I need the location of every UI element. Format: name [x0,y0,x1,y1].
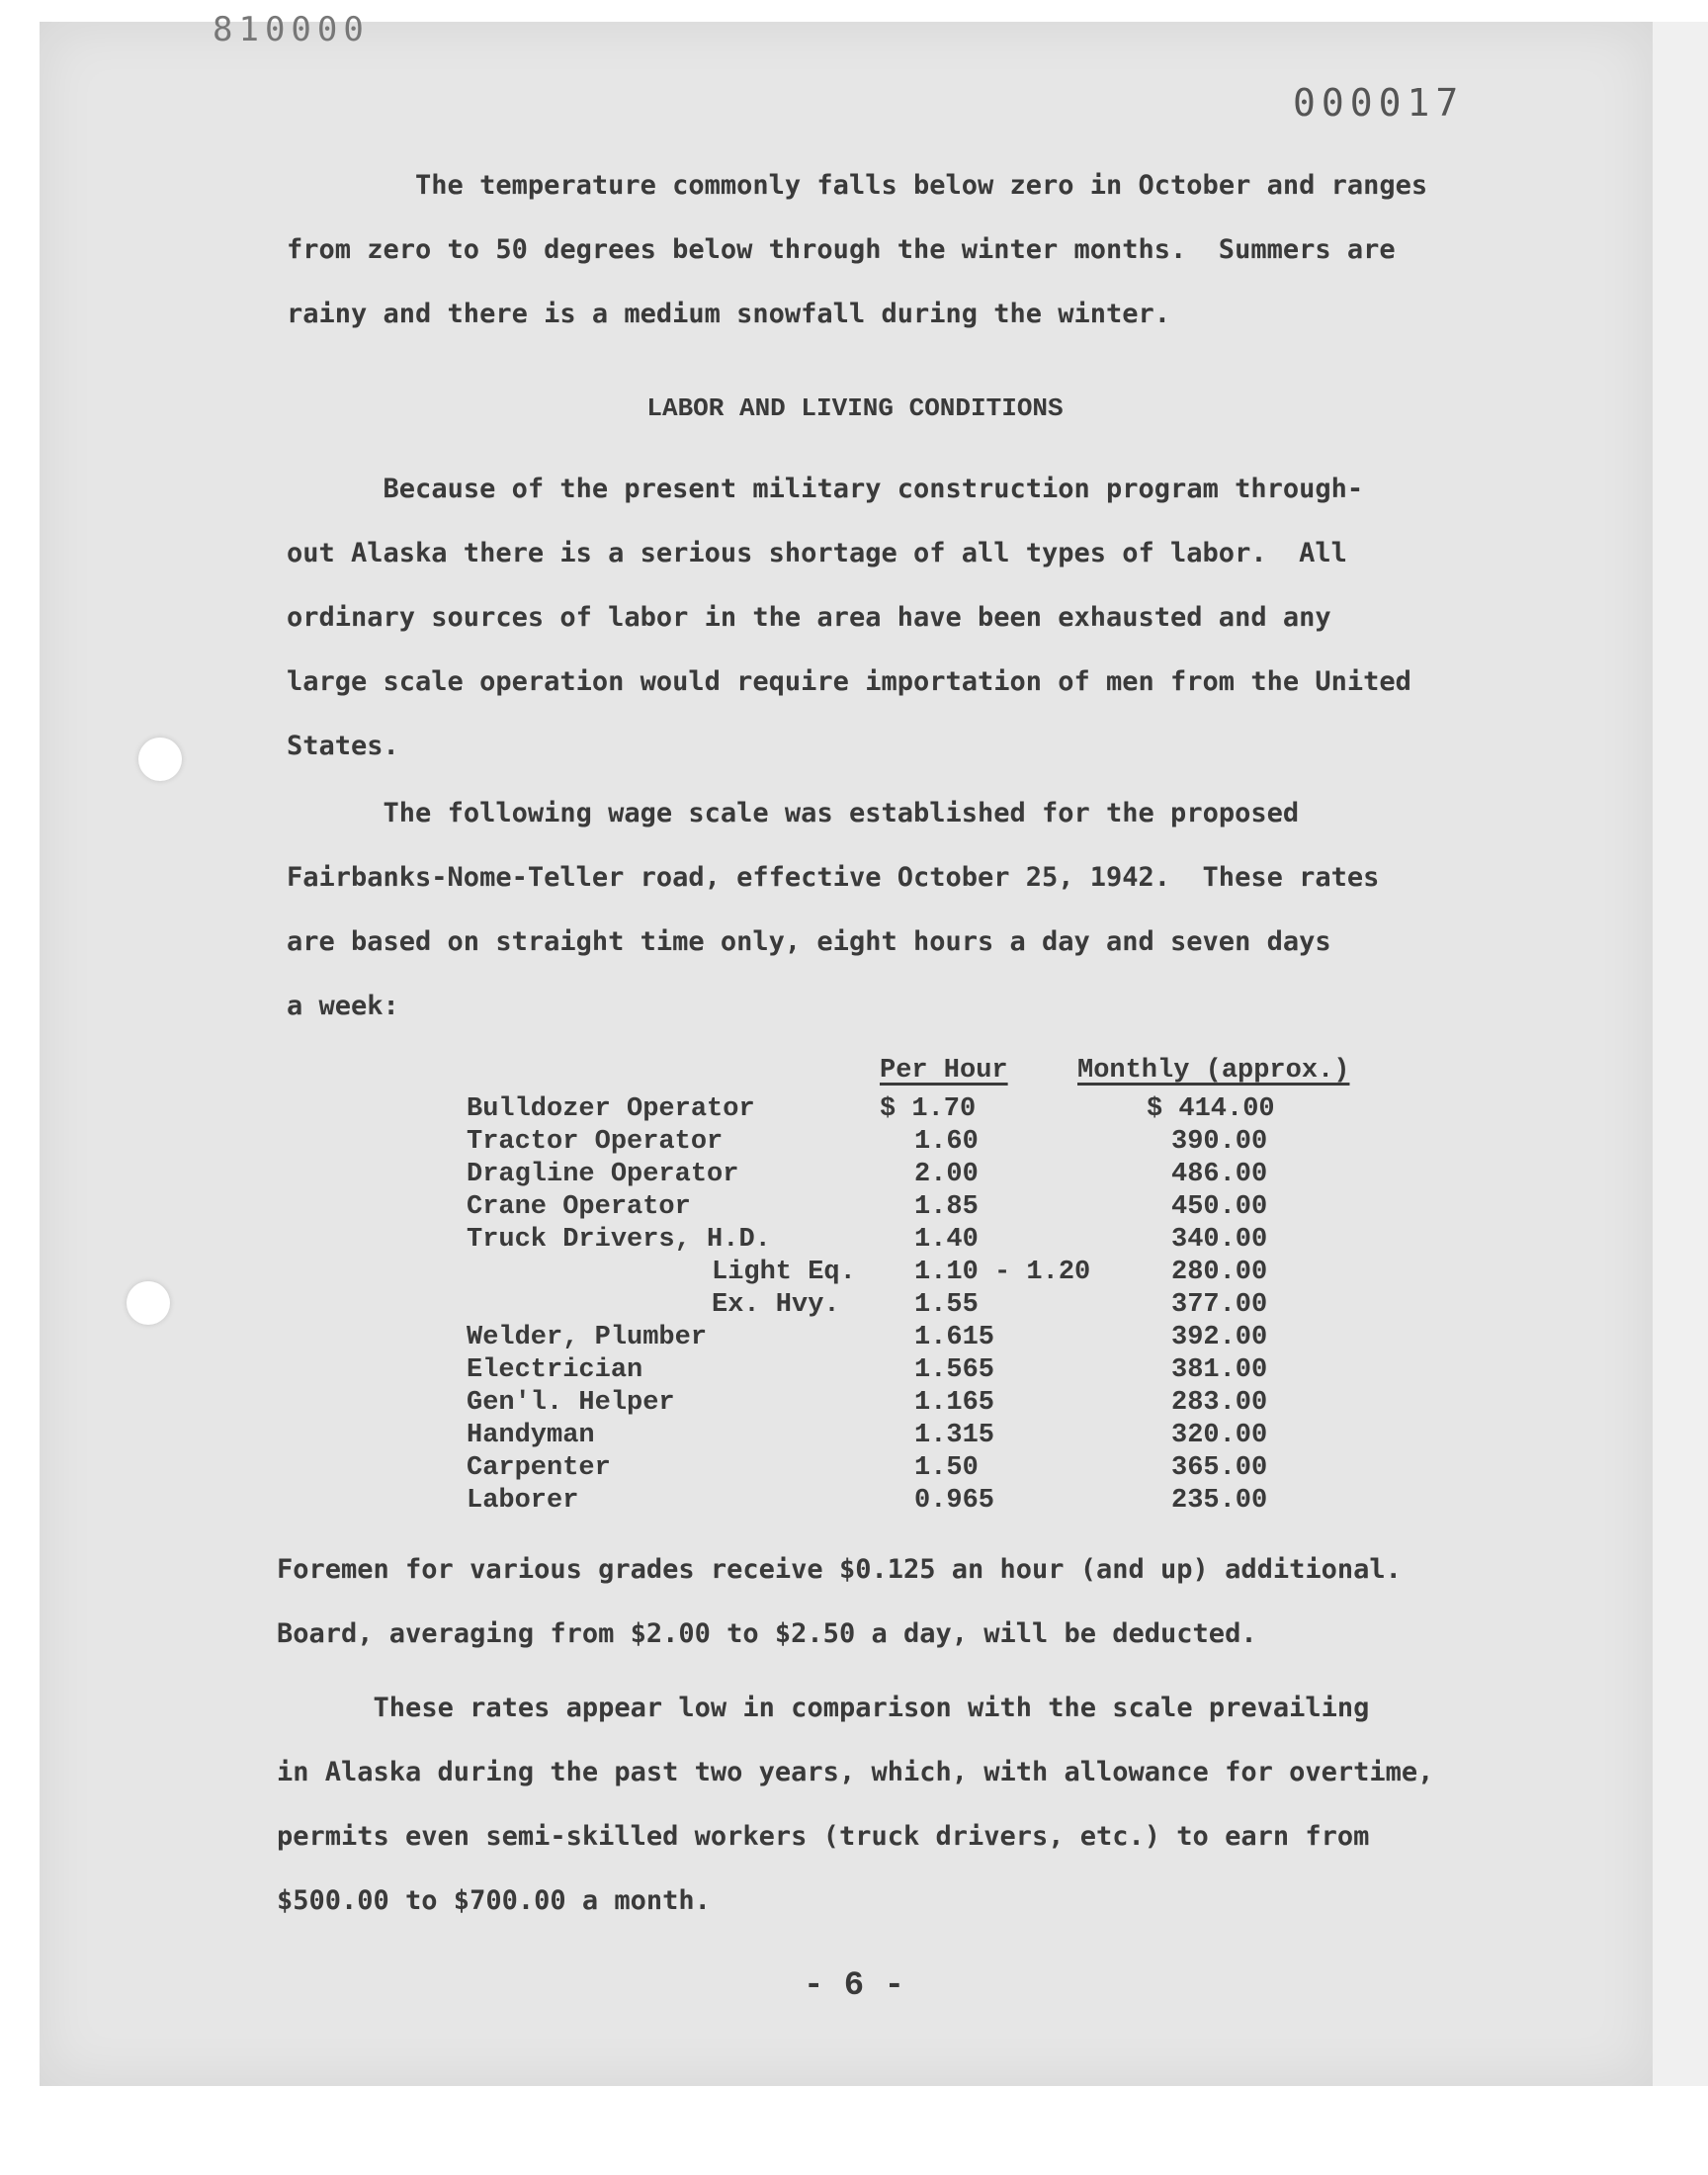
table-row [0,1257,1708,1289]
page-number: - 6 - [803,1967,905,2005]
hourly-rate: 1.55 [914,1290,979,1320]
monthly-rate: 320.00 [1171,1421,1268,1450]
header-monthly: Monthly (approx.) [1077,1056,1350,1086]
monthly-rate: 486.00 [1171,1160,1268,1189]
job-title: Carpenter [467,1453,611,1483]
header-per-hour: Per Hour [880,1056,1008,1086]
monthly-rate: $ 414.00 [1147,1094,1275,1124]
job-title: Tractor Operator [467,1127,724,1157]
job-title: Gen'l. Helper [467,1388,675,1418]
hourly-rate: 2.00 [914,1160,979,1189]
table-row [0,1354,1708,1387]
monthly-rate: 390.00 [1171,1127,1268,1157]
hourly-rate: 1.10 - 1.20 [914,1258,1091,1287]
punch-hole-top [138,738,182,781]
hourly-rate: $ 1.70 [880,1094,977,1124]
hourly-rate: 1.615 [914,1323,995,1352]
scan-margin [1653,22,1708,2086]
hourly-rate: 1.60 [914,1127,979,1157]
job-title: Light Eq. [712,1258,856,1287]
paragraph-foremen-board: Foremen for various grades receive $0.125 an hour (and up) additional. Board, averaging from $2.00 to $2.50 a day, will be deducted. [277,1554,1402,1649]
table-row [0,1159,1708,1191]
hourly-rate: 1.50 [914,1453,979,1483]
job-title: Handyman [467,1421,595,1450]
hourly-rate: 1.565 [914,1355,995,1385]
monthly-rate: 365.00 [1171,1453,1268,1483]
section-heading: LABOR AND LIVING CONDITIONS [646,393,1064,423]
table-row [0,1387,1708,1420]
monthly-rate: 450.00 [1171,1192,1268,1222]
stamp-top-right: 000017 [1293,81,1465,125]
hourly-rate: 1.315 [914,1421,995,1450]
job-title: Laborer [467,1486,579,1516]
job-title: Dragline Operator [467,1160,739,1189]
table-row [0,1289,1708,1322]
table-row [0,1224,1708,1257]
job-title: Crane Operator [467,1192,691,1222]
table-row [0,1452,1708,1485]
monthly-rate: 392.00 [1171,1323,1268,1352]
paragraph-labor-shortage: Because of the present military construction program through- out Alaska there is a serious shortage of all types of labor. All ordinary sources of labor in the area have been exhausted and any large scale operation would require importation of men from the United States. [287,474,1411,761]
table-row [0,1191,1708,1224]
monthly-rate: 235.00 [1171,1486,1268,1516]
table-row [0,1126,1708,1159]
job-title: Truck Drivers, H.D. [467,1225,771,1255]
table-row [0,1485,1708,1518]
job-title: Bulldozer Operator [467,1094,755,1124]
monthly-rate: 381.00 [1171,1355,1268,1385]
stamp-top-left: 810000 [213,10,370,49]
paragraph-wage-intro: The following wage scale was established for the proposed Fairbanks-Nome-Teller road, effective October 25, 1942. These rates are based on straight time only, eight hours a day and seven days a week: [287,798,1380,1021]
table-row [0,1093,1708,1126]
table-row [0,1322,1708,1354]
monthly-rate: 340.00 [1171,1225,1268,1255]
job-title: Ex. Hvy. [712,1290,840,1320]
monthly-rate: 283.00 [1171,1388,1268,1418]
hourly-rate: 1.85 [914,1192,979,1222]
hourly-rate: 1.165 [914,1388,995,1418]
table-row [0,1420,1708,1452]
job-title: Electrician [467,1355,643,1385]
monthly-rate: 280.00 [1171,1258,1268,1287]
hourly-rate: 0.965 [914,1486,995,1516]
hourly-rate: 1.40 [914,1225,979,1255]
paragraph-temperature: The temperature commonly falls below zero in October and ranges from zero to 50 degrees below through the winter months. Summers are rainy and there is a medium snowfall during the winter. [287,170,1428,329]
paragraph-rates-comparison: These rates appear low in comparison with the scale prevailing in Alaska during the past two years, which, with allowance for overtime, permits even semi-skilled workers (truck drivers, etc.) to earn from $500.00 to $700.00 a month. [277,1693,1434,1916]
monthly-rate: 377.00 [1171,1290,1268,1320]
job-title: Welder, Plumber [467,1323,708,1352]
